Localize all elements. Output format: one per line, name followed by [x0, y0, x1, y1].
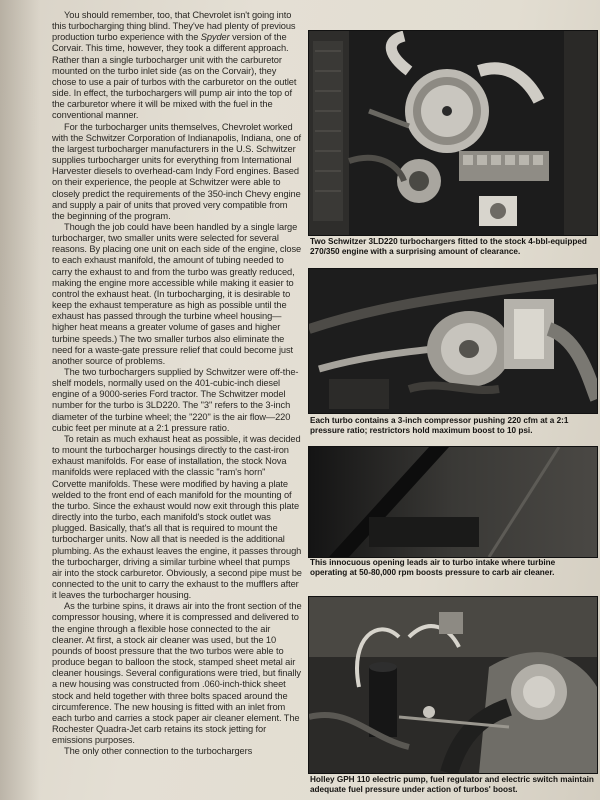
figure-caption: Each turbo contains a 3-inch compressor pushing 220 cfm at a 2:1 pressure ratio; restrictors hold maximum boost to 10 psi. — [310, 416, 569, 436]
article-paragraph: You should remember, too, that Chevrolet isn't going into this turbocharging thing blind. They've had plenty of previous production turbo experience with the Spyder version of the Corvair. This time, however, they took a different approach. Rather than a single turbocharger unit with the carburetor mounted on the turbo inlet side (as on the Corvair), they chose to use a pair of turbos with the carburetor on the outlet side. In effect, the turbochargers will pump air into the top of the carburetor where it will be mixed with the fuel in the conventional manner. — [52, 10, 297, 121]
turbo-compressor-photo — [308, 268, 598, 414]
article-paragraph: Though the job could have been handled by a single large turbocharger, two smaller units were selected for several reasons. By placing one unit on each side of the engine, close to each exhaust manifold, the amount of tubing needed to carry the exhaust to and from the turbo was greatly reduced, making the engine more accessible while making it easier to control the exhaust heat. (In turbocharging, it is desirable to keep the exhaust temperature as high as possible until the exhaust has passed through the turbine wheel housing—higher heat means a greater volume of gases and higher turbine speeds.) The two smaller turbos also eliminate the need for a waste-gate pressure relief that could become just another source of problems. — [52, 221, 302, 366]
article-text-column — [52, 10, 302, 800]
air-intake-photo — [308, 446, 598, 558]
fuel-pump-photo — [308, 596, 598, 774]
page-shadow — [0, 0, 40, 800]
figure-caption: This innocuous opening leads air to turbo intake where turbine operating at 50-80,000 rpm boosts pressure to carb air cleaner. — [310, 558, 556, 578]
article-paragraph: The two turbochargers supplied by Schwitzer were off-the-shelf models, normally used on the 401-cubic-inch diesel engine of a 9000-series Ford tractor. The Schwitzer model number for the turbo is 3LD220. The "3" refers to the 3-inch diameter of the turbine wheel; the "220" is the air flow—220 cubic feet per minute at a 2:1 pressure ratio. — [52, 367, 299, 433]
engine-bay-photo — [308, 30, 598, 236]
figure-3 — [308, 446, 596, 586]
figure-caption: Two Schwitzer 3LD220 turbochargers fitted to the stock 4-bbl-equipped 270/350 engine with a surprising amount of clearance. — [310, 237, 587, 257]
figure-caption: Holley GPH 110 electric pump, fuel regulator and electric switch maintain adequate fuel pressure under action of turbos' boost. — [310, 775, 594, 795]
article-paragraph: The only other connection to the turbochargers — [64, 746, 253, 757]
article-paragraph: As the turbine spins, it draws air into the front section of the compressor housing, where it is compressed and delivered to the engine through a flexible hose connected to the air cleaner. At first, a stock air cleaner was used, but the 10 pounds of boost pressure that the two turbos were able to produce began to balloon the stock, stamped sheet metal air cleaner housings. Several configurations were tried, but finally a new housing was constructed from .060-inch-thick sheet stock and held together with three bolts spaced around the circumference. The new housing is fitted with an inlet from each turbo and carries a stock paper air cleaner element. The Rochester Quadra-Jet carb retains its stock jetting for emissions purposes. — [52, 601, 302, 746]
figure-2 — [308, 268, 596, 440]
figure-4 — [308, 596, 596, 800]
article-paragraph: For the turbocharger units themselves, Chevrolet worked with the Schwitzer Corporation of Indianapolis, Indiana, one of the largest turbocharger manufacturers in the U.S. Schwitzer supplies turbocharger units for everything from International Harvester diesels to overhead-cam Indy Ford engines. Based on their experience, the people at Schwitzer were able to closely predict the requirements of the 350-inch Chevy engine and supply a pair of units that proved very compatible from the beginning of the program. — [52, 121, 302, 221]
figure-1 — [308, 30, 596, 258]
article-paragraph: To retain as much exhaust heat as possible, it was decided to mount the turbocharger housings directly to the cast-iron exhaust manifolds. For ease of installation, the stock Nova manifolds were replaced with the classic "ram's horn" Corvette manifolds. These were modified by having a plate welded to the front end of each manifold for the mounting of the turbo. Since the exhaust would now exit through this plate directly into the turbo, each manifold's stock outlet was plugged. Basically, that's all that is required to mount the turbocharger units. Now all that is needed is the additional plumbing. As the exhaust leaves the engine, it passes through the turbocharger, driving a similar turbine wheel that pumps air into the stock carburetor. Obviously, a second pipe must be connected to the unit to carry the exhaust to the mufflers after it leaves the turbocharger housing. — [52, 433, 302, 601]
